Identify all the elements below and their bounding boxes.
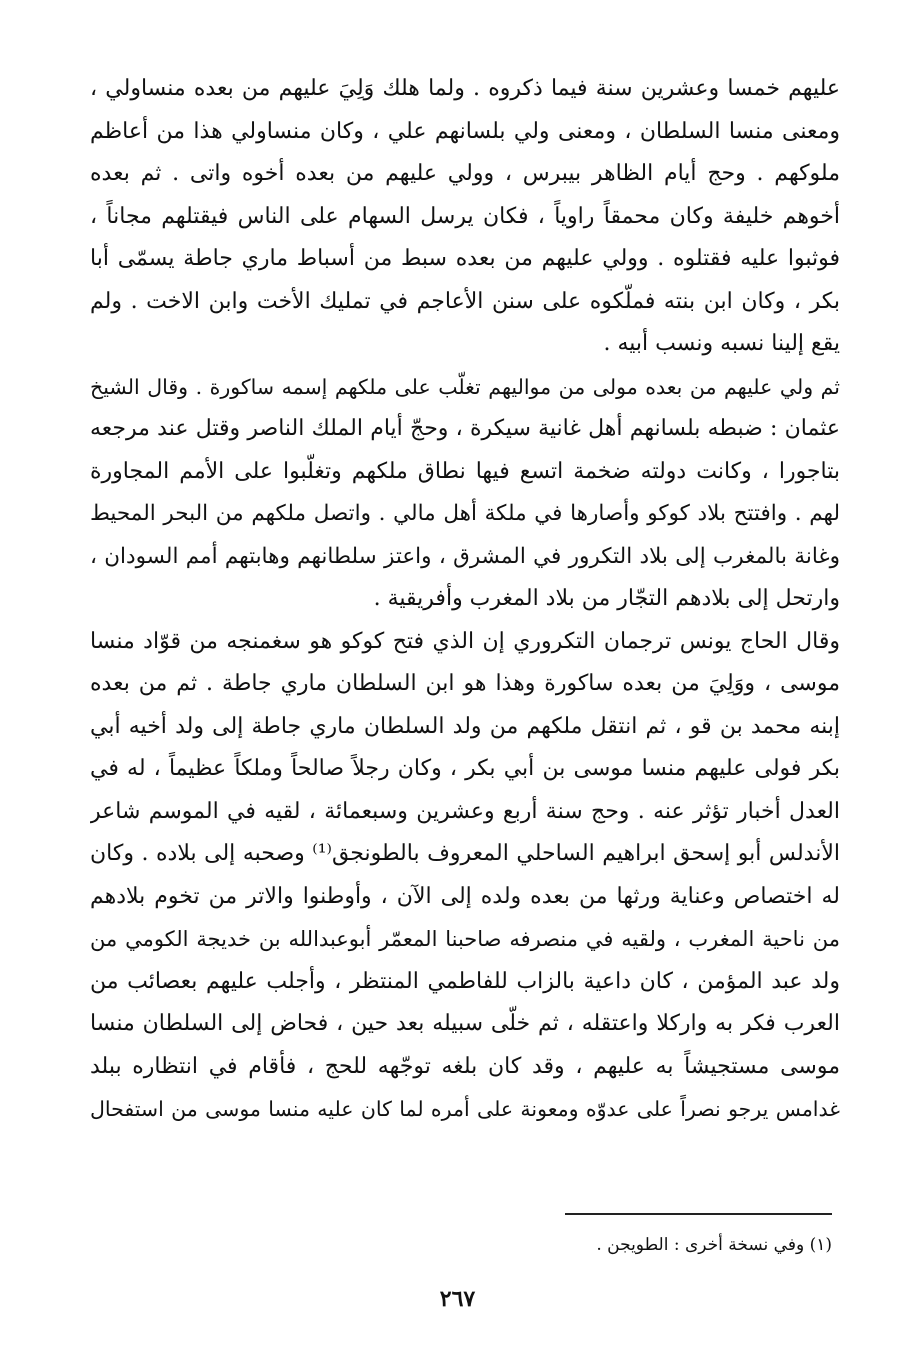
text-line: موسى مستجيشاً به عليهم ، وقد كان بلغه توجّهه للحج ، فأقام في انتظاره ببلد bbox=[90, 1053, 840, 1079]
text-line: يقع إلينا نسبه ونسب أبيه . bbox=[603, 331, 840, 356]
text-line: ومعنى منسا السلطان ، ومعنى ولي بلسانهم علي ، وكان منساولي هذا من أعاظم bbox=[90, 118, 840, 144]
text-line: وارتحل إلى بلادهم التجّار من بلاد المغرب وأفريقية . bbox=[373, 586, 840, 611]
text-line: بتاجورا ، وكانت دولته ضخمة اتسع فيها نطاق ملكهم وتغلّبوا على الأمم المجاورة bbox=[90, 458, 840, 484]
text-line: وقال الحاج يونس ترجمان التكروري إن الذي فتح كوكو هو سغمنجه من قوّاد منسا bbox=[90, 628, 840, 654]
text-line: له اختصاص وعناية ورثها من بعده ولده إلى الآن ، وأوطنوا والاتر من تخوم بلادهم bbox=[90, 883, 840, 909]
text-line: إبنه محمد بن قو ، ثم انتقل ملكهم من ولد السلطان ماري جاطة إلى ولد أخيه أبي bbox=[90, 713, 840, 739]
text-line: أخوهم خليفة وكان محمقاً راوياً ، فكان يرسل السهام على الناس فيقتلهم مجاناً ، bbox=[90, 203, 840, 229]
footnote-divider bbox=[565, 1213, 832, 1215]
text-line: عثمان : ضبطه بلسانهم أهل غانية سيكرة ، وحجّ أيام الملك الناصر وقتل عند مرجعه bbox=[90, 416, 840, 441]
text-line: ولد عبد المؤمن ، كان داعية بالزاب للفاطمي المنتظر ، وأجلب عليهم بعصائب من bbox=[90, 968, 840, 994]
text-line: لهم . وافتتح بلاد كوكو وأصارها في ملكة أهل مالي . واتصل ملكهم من البحر المحيط bbox=[90, 501, 840, 526]
main-text bbox=[90, 68, 840, 1131]
text-line: العدل أخبار تؤثر عنه . وحج سنة أربع وعشرين وسبعمائة ، لقيه في الموسم شاعر bbox=[90, 798, 840, 824]
text-line: ثم ولي عليهم من بعده مولى من مواليهم تغلّب على ملكهم إسمه ساكورة . وقال الشيخ bbox=[90, 374, 840, 399]
text-line: بكر ، وكان ابن بنته فملّكوه على سنن الأعاجم في تمليك الأخت وابن الاخت . ولم bbox=[90, 288, 840, 314]
text-line: عليهم خمسا وعشرين سنة فيما ذكروه . ولما هلك وَلِيَ عليهم من بعده منساولي ، bbox=[90, 76, 840, 101]
text-line: فوثبوا عليه فقتلوه . وولي عليهم من بعده سبط من أسباط ماري جاطة يسمّى أبا bbox=[90, 246, 840, 271]
text-line: وغانة بالمغرب إلى بلاد التكرور في المشرق ، واعتز سلطانهم وهابتهم أمم السودان ، bbox=[90, 543, 840, 569]
text-line: غدامس يرجو نصراً على عدوّه ومعونة على أمره لما كان عليه منسا موسى من استفحال bbox=[90, 1097, 840, 1121]
text-line: الأندلس أبو إسحق ابراهيم الساحلي المعروف بالطونجق⁽¹⁾ وصحبه إلى بلاده . وكان bbox=[90, 841, 840, 866]
page-number: ٢٦٧ bbox=[439, 1286, 476, 1312]
text-line: موسى ، ووَلِيَ من بعده ساكورة وهذا هو ابن السلطان ماري جاطة . ثم من بعده bbox=[90, 671, 840, 696]
text-line: العرب فكر به واركلا واعتقله ، ثم خلّى سبيله بعد حين ، فحاض إلى السلطان منسا bbox=[90, 1011, 840, 1036]
text-line: من ناحية المغرب ، ولقيه في منصرفه صاحبنا المعمّر أبوعبدالله بن خديجة الكومي من bbox=[90, 927, 840, 951]
footnote: (١) وفي نسخة أخرى : الطويجن . bbox=[596, 1235, 832, 1255]
text-line: ملوكهم . وحج أيام الظاهر بيبرس ، وولي عليهم من بعده أخوه واتى . ثم بعده bbox=[90, 161, 840, 186]
text-line: بكر فولى عليهم منسا موسى بن أبي بكر ، وكان رجلاً صالحاً وملكاً عظيماً ، له في bbox=[90, 756, 840, 781]
